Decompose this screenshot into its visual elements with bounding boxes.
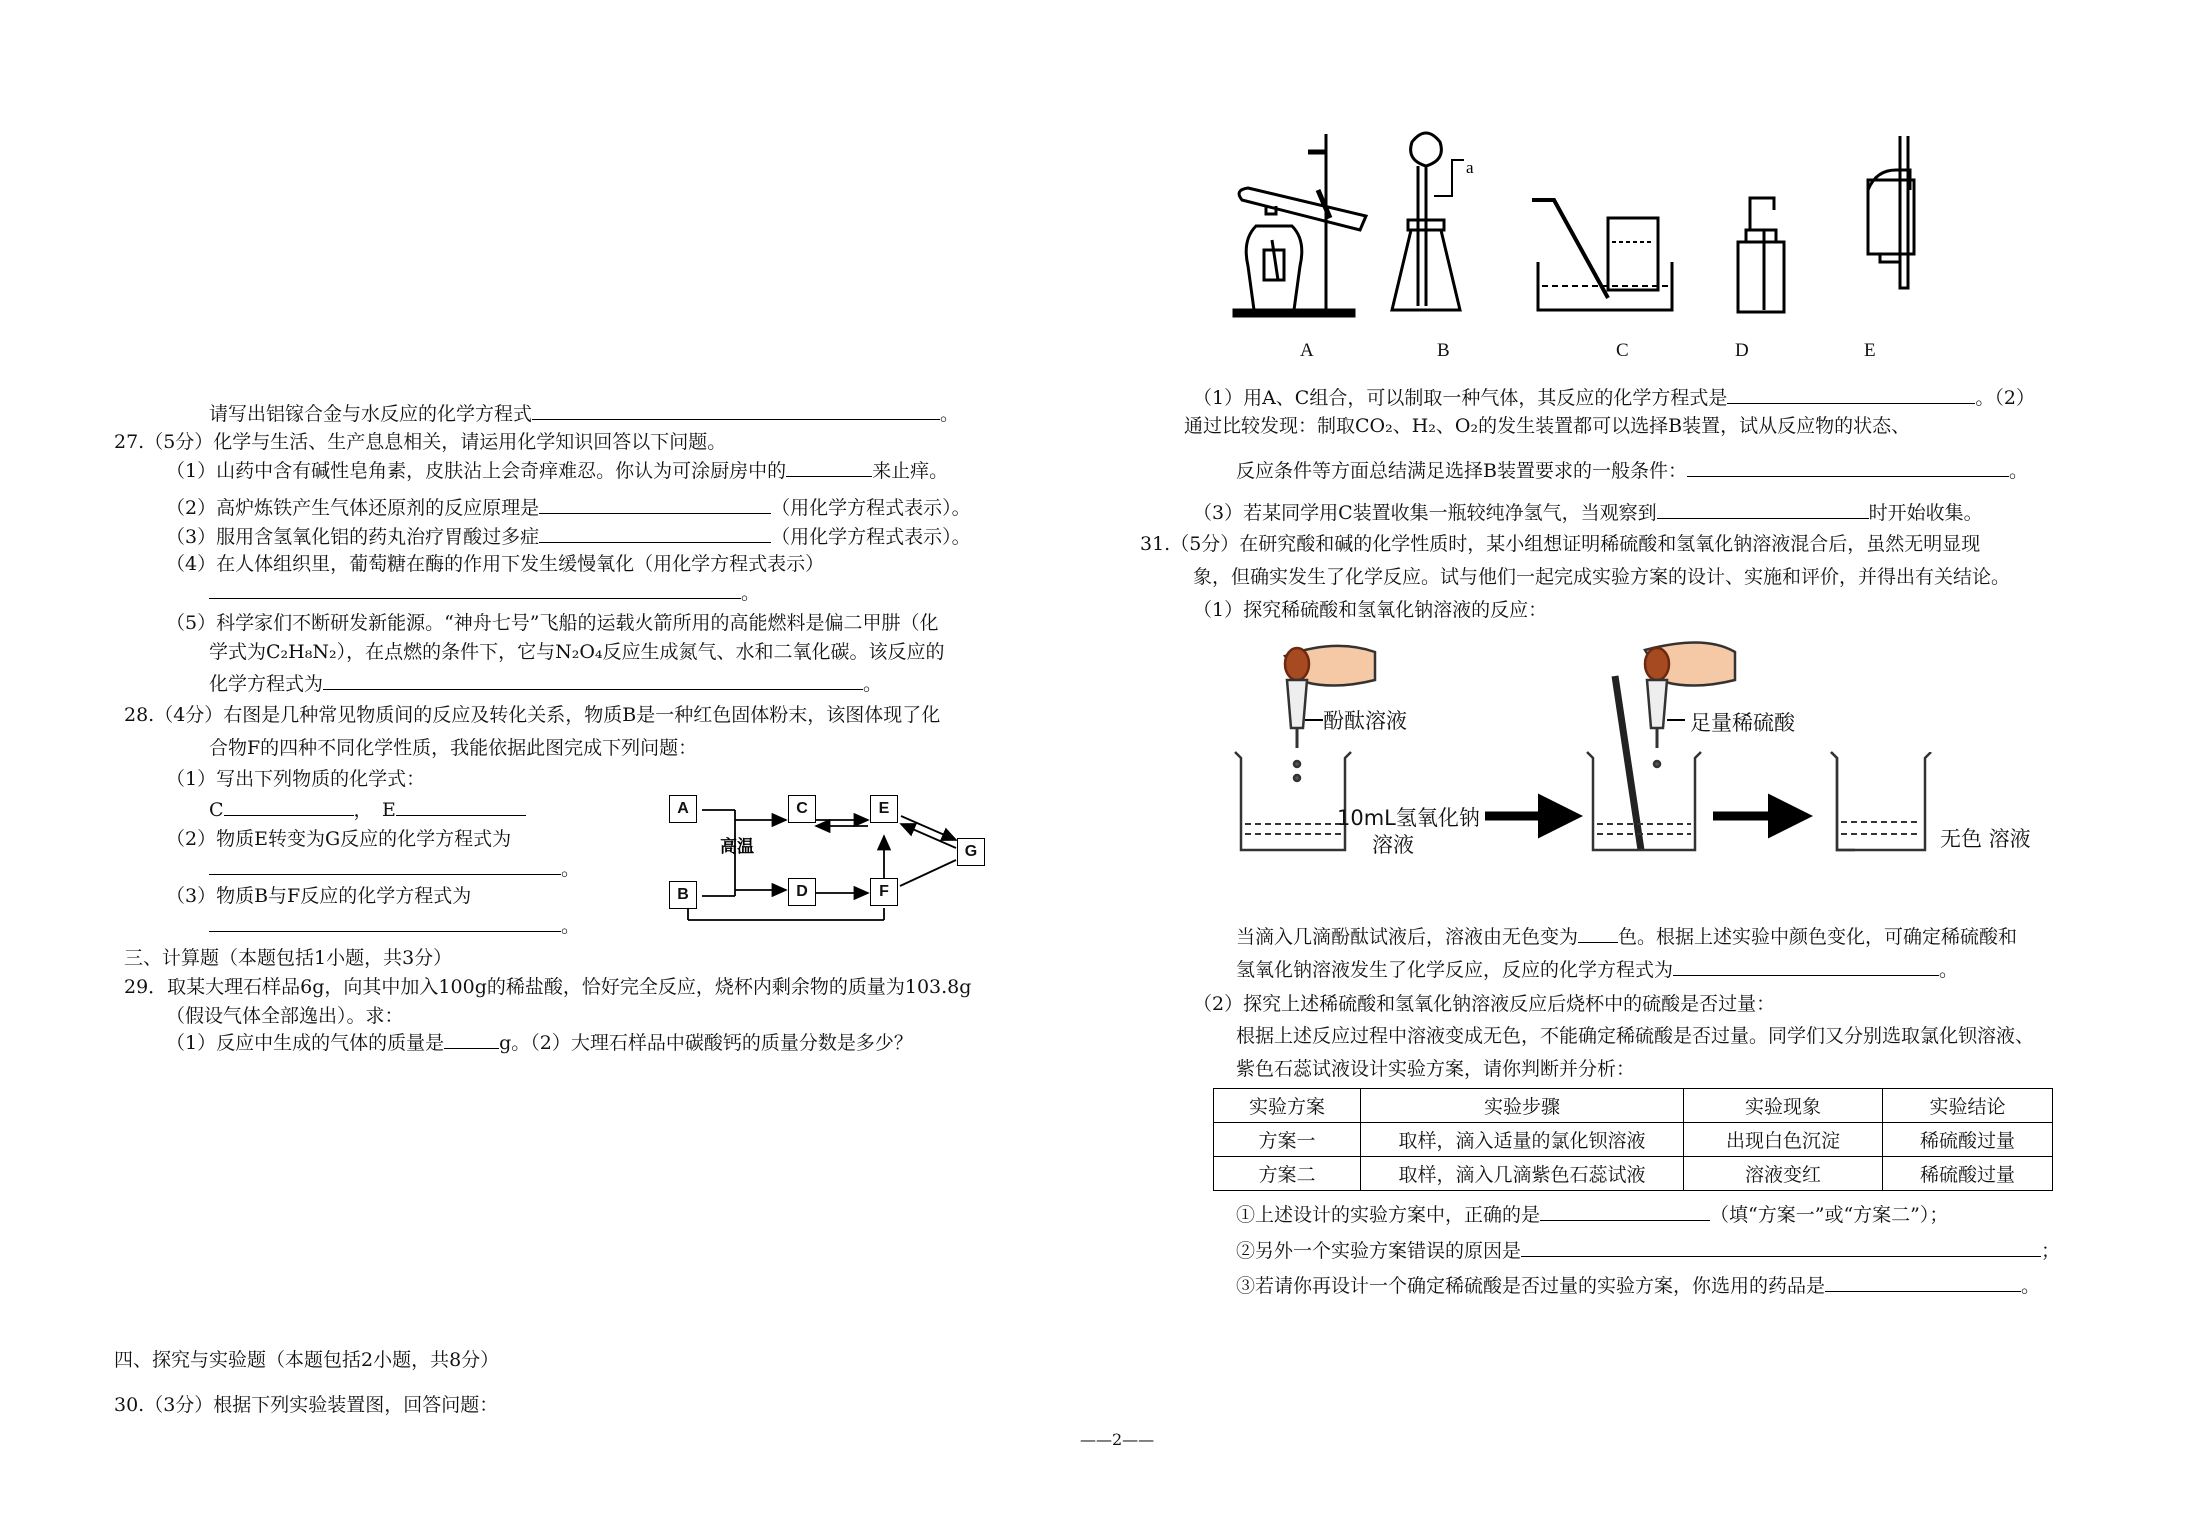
q28-3: （3）物质B与F反应的化学方程式为: [166, 885, 472, 907]
q27-5a: （5）科学家们不断研发新能源。“神舟七号”飞船的运载火箭所用的高能燃料是偏二甲肼（化: [166, 612, 939, 634]
q31-s2: ②另外一个实验方案错误的原因是 ；: [1236, 1240, 2061, 1262]
page-number: ——2——: [1080, 1430, 1155, 1449]
answer-blank[interactable]: [539, 495, 771, 514]
q27-5c: 化学方程式为 。: [209, 673, 883, 695]
table-row: [1214, 1123, 2053, 1157]
node-e: E: [870, 795, 898, 823]
table-cell: 取样，滴入几滴紫色石蕊试液: [1361, 1157, 1684, 1191]
q31b: 象，但确实发生了化学反应。试与他们一起完成实验方案的设计、实施和评价，并得出有关结论。: [1193, 566, 2011, 588]
q29-1: （1）反应中生成的气体的质量是 g。（2）大理石样品中碳酸钙的质量分数是多少？: [166, 1032, 913, 1054]
apparatus-label-a: A: [1300, 340, 1314, 361]
q31-p1a: 当滴入几滴酚酞试液后，溶液由无色变为 色。根据上述实验中颜色变化，可确定稀硫酸和: [1236, 926, 2018, 948]
apparatus-label-c: C: [1616, 340, 1629, 361]
q30-2b: 反应条件等方面总结满足选择B装置要求的一般条件： 。: [1236, 460, 2028, 482]
q28-1-blanks: C ， E: [209, 797, 526, 822]
table-cell: 溶液变红: [1684, 1157, 1883, 1191]
label-naoh-2: 溶液: [1372, 833, 1414, 857]
apparatus-label-e: E: [1864, 340, 1876, 361]
q27-3: （3）服用含氢氧化铝的药丸治疗胃酸过多症 （用化学方程式表示）。: [166, 526, 971, 548]
node-g: G: [957, 838, 985, 866]
node-a: A: [669, 795, 697, 823]
answer-blank[interactable]: [1578, 924, 1618, 943]
answer-blank[interactable]: [396, 797, 526, 816]
answer-blank[interactable]: [539, 524, 771, 543]
table-header: 实验步骤: [1361, 1089, 1684, 1123]
label-colorless-solution: 无色 溶液: [1940, 827, 2031, 851]
q27-1: （1）山药中含有碱性皂角素，皮肤沾上会奇痒难忍。你认为可涂厨房中的 来止痒。: [166, 460, 949, 482]
q31-s1: ①上述设计的实验方案中，正确的是 （填“方案一”或“方案二”）；: [1236, 1204, 1949, 1226]
table-row: [1214, 1157, 2053, 1191]
q27-2: （2）高炉炼铁产生气体还原剂的反应原理是 （用化学方程式表示）。: [166, 497, 971, 519]
apparatus-label-d: D: [1735, 340, 1749, 361]
q30-intro: 30.（3分）根据下列实验装置图，回答问题：: [114, 1394, 499, 1416]
neutralization-figure: [1225, 636, 1865, 866]
q28-3-blank: 。: [209, 913, 580, 938]
q31-2b: 紫色石蕊试液设计实验方案，请你判断并分析：: [1236, 1058, 1636, 1080]
q31-2: （2）探究上述稀硫酸和氢氧化钠溶液反应后烧杯中的硫酸是否过量：: [1193, 993, 1776, 1015]
answer-blank[interactable]: [209, 913, 561, 932]
answer-blank[interactable]: [323, 671, 863, 690]
answer-blank[interactable]: [1825, 1273, 2021, 1292]
section4-title: 四、探究与实验题（本题包括2小题，共8分）: [114, 1349, 500, 1371]
q28-2: （2）物质E转变为G反应的化学方程式为: [166, 828, 512, 850]
q26-line: 请写出铝镓合金与水反应的化学方程式 。: [209, 403, 960, 425]
table-cell: 出现白色沉淀: [1684, 1123, 1883, 1157]
answer-blank[interactable]: [1657, 500, 1869, 519]
answer-blank[interactable]: [1687, 458, 2009, 477]
answer-blank[interactable]: [532, 401, 940, 420]
reaction-diagram: [660, 786, 1000, 936]
answer-blank[interactable]: [1727, 385, 1975, 404]
answer-blank[interactable]: [1673, 957, 1939, 976]
label-naoh-1: 10mL氢氧化钠: [1337, 806, 1480, 830]
q28-2-blank: 。: [209, 856, 580, 881]
answer-blank[interactable]: [1521, 1238, 2041, 1257]
table-header: 实验结论: [1883, 1089, 2053, 1123]
apparatus-figure: [1220, 130, 1920, 330]
table-cell: 稀硫酸过量: [1883, 1157, 2053, 1191]
q29b: （假设气体全部逸出）。求：: [166, 1005, 404, 1027]
answer-blank[interactable]: [209, 580, 741, 599]
answer-blank[interactable]: [1540, 1202, 1710, 1221]
q31-2a: 根据上述反应过程中溶液变成无色，不能确定稀硫酸是否过量。同学们又分别选取氯化钡溶液、: [1236, 1025, 2035, 1047]
q27-4: （4）在人体组织里，葡萄糖在酶的作用下发生缓慢氧化（用化学方程式表示）: [166, 553, 825, 575]
condition-label: 高温: [720, 837, 754, 856]
node-f: F: [870, 878, 898, 906]
q31-s3: ③若请你再设计一个确定稀硫酸是否过量的实验方案，你选用的药品是 。: [1236, 1275, 2041, 1297]
beaker-3: [1825, 752, 1935, 862]
q30-1: （1）用A、C组合，可以制取一种气体，其反应的化学方程式是 。（2）: [1193, 387, 2035, 409]
table-header: 实验方案: [1214, 1089, 1361, 1123]
funnel-label-a: a: [1466, 158, 1474, 177]
q30-3: （3）若某同学用C装置收集一瓶较纯净氢气，当观察到 时开始收集。: [1193, 502, 1983, 524]
q31-p1b: 氢氧化钠溶液发生了化学反应，反应的化学方程式为 。: [1236, 959, 1959, 981]
label-phenolphthalein: 酚酞溶液: [1323, 709, 1407, 733]
table-cell: 方案一: [1214, 1123, 1361, 1157]
table-header: 实验现象: [1684, 1089, 1883, 1123]
answer-blank[interactable]: [444, 1030, 499, 1049]
table-header-row: [1214, 1089, 2053, 1123]
q31-1: （1）探究稀硫酸和氢氧化钠溶液的反应：: [1193, 599, 1548, 621]
section3-title: 三、计算题（本题包括1小题，共3分）: [124, 947, 453, 969]
q27-4-blank: 。: [209, 580, 760, 605]
table-cell: 稀硫酸过量: [1883, 1123, 2053, 1157]
q28b: 合物F的四种不同化学性质，我能依据此图完成下列问题：: [209, 737, 698, 759]
q28a: 28.（4分）右图是几种常见物质间的反应及转化关系，物质B是一种红色固体粉末，该图体现了化: [124, 704, 941, 726]
node-d: D: [788, 878, 816, 906]
q26-text: 请写出铝镓合金与水反应的化学方程式: [209, 403, 533, 425]
node-b: B: [669, 881, 697, 909]
table-cell: 取样，滴入适量的氯化钡溶液: [1361, 1123, 1684, 1157]
q31a: 31.（5分）在研究酸和碱的化学性质时，某小组想证明稀硫酸和氢氧化钠溶液混合后，虽然无明显现: [1140, 533, 1981, 555]
answer-blank[interactable]: [224, 797, 354, 816]
q28-1: （1）写出下列物质的化学式：: [166, 768, 426, 790]
answer-blank[interactable]: [786, 458, 872, 477]
label-sulfuric-acid: 足量稀硫酸: [1690, 711, 1795, 735]
q27-title: 27.（5分）化学与生活、生产息息相关，请运用化学知识回答以下问题。: [114, 431, 727, 453]
q30-2a: 通过比较发现：制取CO₂、H₂、O₂的发生装置都可以选择B装置，试从反应物的状态、: [1184, 415, 1911, 437]
q27-5b: 学式为C₂H₈N₂），在点燃的条件下，它与N₂O₄反应生成氮气、水和二氧化碳。该反应的: [209, 641, 945, 663]
table-cell: 方案二: [1214, 1157, 1361, 1191]
apparatus-label-b: B: [1437, 340, 1450, 361]
experiment-table: [1213, 1088, 2053, 1191]
answer-blank[interactable]: [209, 856, 561, 875]
q29a: 29．取某大理石样品6g，向其中加入100g的稀盐酸，恰好完全反应，烧杯内剩余物的质量为103.8g: [124, 976, 972, 998]
node-c: C: [788, 795, 816, 823]
